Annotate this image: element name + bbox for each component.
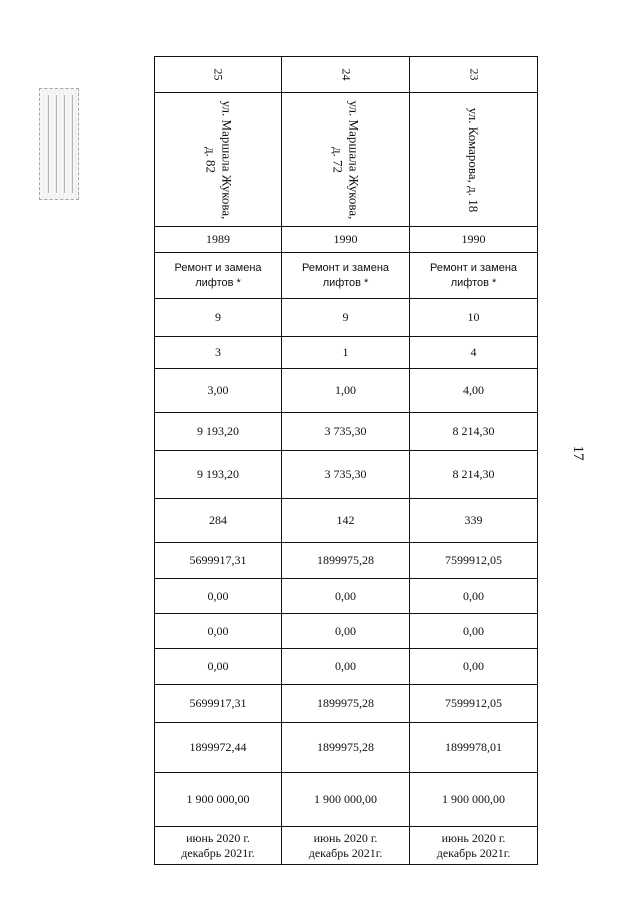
cell: 0,00 <box>410 579 538 614</box>
cell: 3,00 <box>155 369 282 413</box>
row-cost-total <box>155 543 538 579</box>
page-number: 17 <box>570 445 587 461</box>
row-number <box>155 57 538 93</box>
cell: 7599912,05 <box>410 685 538 723</box>
row-work-type <box>155 253 538 299</box>
cell: 1 900 000,00 <box>410 773 538 827</box>
row-fund-3 <box>155 649 538 685</box>
cell: 9 193,20 <box>155 451 282 499</box>
cell: 1989 <box>155 227 282 253</box>
cell: Ремонт и замена лифтов * <box>410 253 538 299</box>
cell: Ремонт и замена лифтов * <box>282 253 410 299</box>
row-max-cost <box>155 773 538 827</box>
cell: июнь 2020 г. декабрь 2021г. <box>410 827 538 865</box>
cell: 339 <box>410 499 538 543</box>
address-cell: ул. Комарова, д. 18 <box>466 107 482 212</box>
cell: 10 <box>410 299 538 337</box>
row-area-living <box>155 451 538 499</box>
cell: 9 <box>282 299 410 337</box>
cell: 1 <box>282 337 410 369</box>
cell: 5699917,31 <box>155 685 282 723</box>
cell: 8 214,30 <box>410 413 538 451</box>
cell: 0,00 <box>155 649 282 685</box>
row-unit-cost <box>155 723 538 773</box>
cell: 1,00 <box>282 369 410 413</box>
row-address <box>155 93 538 227</box>
repair-schedule-table <box>154 56 538 865</box>
row-units <box>155 369 538 413</box>
cell: 5699917,31 <box>155 543 282 579</box>
row-residents <box>155 499 538 543</box>
cell: Ремонт и замена лифтов * <box>155 253 282 299</box>
cell: 1990 <box>410 227 538 253</box>
cell: 1899972,44 <box>155 723 282 773</box>
cell: 25 <box>211 68 226 81</box>
cell: 4,00 <box>410 369 538 413</box>
row-year <box>155 227 538 253</box>
cell: 0,00 <box>282 649 410 685</box>
cell: 9 193,20 <box>155 413 282 451</box>
cell: 1 900 000,00 <box>282 773 410 827</box>
cell: 3 <box>155 337 282 369</box>
cell: 24 <box>339 68 353 81</box>
address-cell: ул. Маршала Жукова, д. 82 <box>203 100 234 219</box>
row-floors <box>155 299 538 337</box>
cell: 1899975,28 <box>282 543 410 579</box>
cell: 1990 <box>282 227 410 253</box>
cell: 23 <box>467 68 481 81</box>
cell: 0,00 <box>282 614 410 649</box>
row-fund-1 <box>155 579 538 614</box>
cell: 3 735,30 <box>282 451 410 499</box>
row-fund-2 <box>155 614 538 649</box>
cell: 1 900 000,00 <box>155 773 282 827</box>
row-period <box>155 827 538 865</box>
cell: 8 214,30 <box>410 451 538 499</box>
cell: 0,00 <box>410 614 538 649</box>
cell: 284 <box>155 499 282 543</box>
cell: 1899975,28 <box>282 723 410 773</box>
cell: 3 735,30 <box>282 413 410 451</box>
row-count <box>155 337 538 369</box>
document-stamp <box>39 88 79 200</box>
address-cell: ул. Маршала Жукова, д. 72 <box>330 100 362 219</box>
cell: 142 <box>282 499 410 543</box>
cell: 0,00 <box>155 614 282 649</box>
cell: 1899975,28 <box>282 685 410 723</box>
cell: 7599912,05 <box>410 543 538 579</box>
row-fund-owners <box>155 685 538 723</box>
cell: 1899978,01 <box>410 723 538 773</box>
cell: 0,00 <box>155 579 282 614</box>
cell: 0,00 <box>410 649 538 685</box>
cell: 9 <box>155 299 282 337</box>
cell: 4 <box>410 337 538 369</box>
cell: 0,00 <box>282 579 410 614</box>
row-area-total <box>155 413 538 451</box>
cell: июнь 2020 г. декабрь 2021г. <box>155 827 282 865</box>
cell: июнь 2020 г. декабрь 2021г. <box>282 827 410 865</box>
